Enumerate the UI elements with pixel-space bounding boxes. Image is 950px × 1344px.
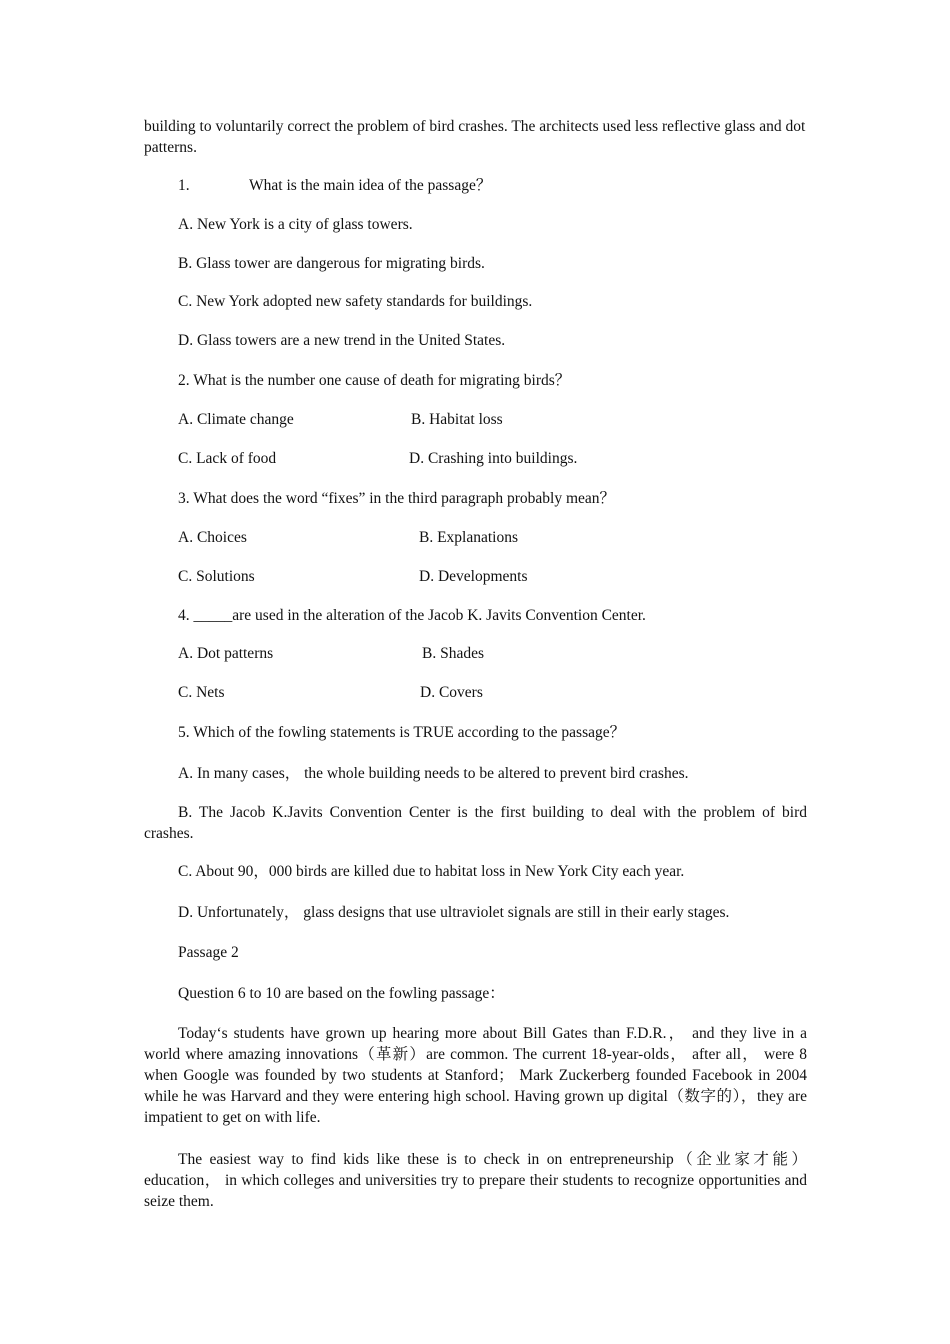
question-2-stem: 2. What is the number one cause of death for migrating birds？ <box>178 372 571 389</box>
q5-option-b: B. The Jacob K.Javits Convention Center is the first building to deal with the problem of bird crashes. <box>144 804 807 842</box>
q3-option-c: C. Solutions <box>178 568 255 585</box>
question-3-stem: 3. What does the word “fixes” in the third paragraph probably mean？ <box>178 490 616 507</box>
q5-option-a: A. In many cases， the whole building needs to be altered to prevent bird crashes. <box>178 765 689 782</box>
q3-option-b: B. Explanations <box>419 529 519 546</box>
q4-option-d: D. Covers <box>420 684 483 701</box>
passage-2-paragraph-1: Today‘s students have grown up hearing more about Bill Gates than F.D.R.， and they live in a world where amazing innovations（革新）are common. The current 18-year-olds， after all， were 8 when Google was founded by two students at Stanford； Mark Zuckerberg founded Facebook in 2004 while he was Harvard and they were entering high school. Having grown up digital（数字的），they are impatient to get on with life. <box>144 1025 807 1126</box>
q1-option-c: C. New York adopted new safety standards for buildings. <box>178 293 533 310</box>
q4-option-a: A. Dot patterns <box>178 645 274 662</box>
q3-option-d: D. Developments <box>419 568 528 585</box>
q2-option-d: D. Crashing into buildings. <box>409 450 578 467</box>
q2-option-c: C. Lack of food <box>178 450 277 467</box>
question-1-number: 1. <box>178 177 190 194</box>
intro-paragraph: building to voluntarily correct the problem of bird crashes. The architects used less reflective glass and dot patterns. <box>144 118 806 156</box>
passage-2-instruction: Question 6 to 10 are based on the fowling passage： <box>178 985 505 1002</box>
q1-option-b: B. Glass tower are dangerous for migrating birds. <box>178 255 485 272</box>
passage-2-title: Passage 2 <box>178 944 239 961</box>
q4-option-b: B. Shades <box>422 645 484 662</box>
q3-option-a: A. Choices <box>178 529 247 546</box>
q1-option-a: A. New York is a city of glass towers. <box>178 216 413 233</box>
question-5-stem: 5. Which of the fowling statements is TRUE according to the passage？ <box>178 724 626 741</box>
question-1-stem <box>178 175 492 196</box>
q4-option-c: C. Nets <box>178 684 225 701</box>
q2-option-a: A. Climate change <box>178 411 294 428</box>
passage-2-paragraph-2: The easiest way to find kids like these is to check in on entrepreneurship（企业家才能）education， in which colleges and universities try to prepare their students to recognize opportunities and seize them. <box>144 1151 807 1210</box>
q5-option-d: D. Unfortunately， glass designs that use ultraviolet signals are still in their early stages. <box>178 904 730 921</box>
q2-option-b: B. Habitat loss <box>411 411 503 428</box>
question-4-stem: 4. _____are used in the alteration of the Jacob K. Javits Convention Center. <box>178 607 646 624</box>
question-1-text: What is the main idea of the passage？ <box>249 177 492 194</box>
q5-option-c: C. About 90，000 birds are killed due to habitat loss in New York City each year. <box>178 863 685 880</box>
q1-option-d: D. Glass towers are a new trend in the United States. <box>178 332 506 349</box>
